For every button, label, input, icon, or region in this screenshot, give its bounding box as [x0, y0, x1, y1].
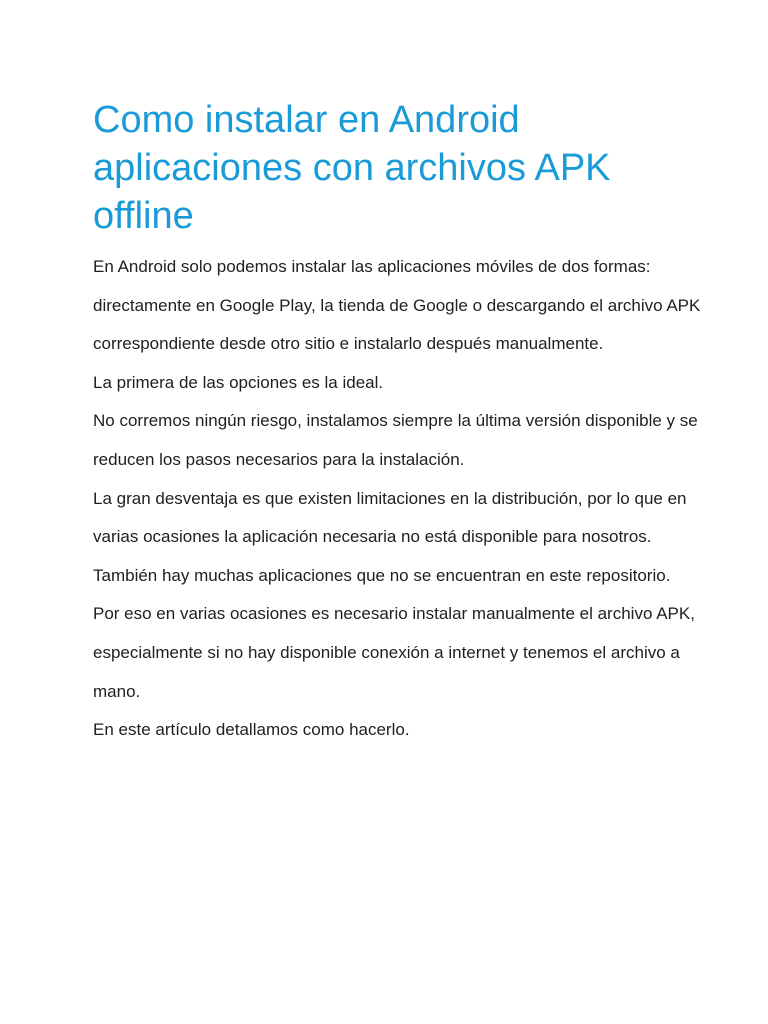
page-title: Como instalar en Android aplicaciones con archivos APK offline [93, 99, 611, 237]
paragraph-7: En este artículo detallamos como hacerlo. [93, 720, 410, 740]
paragraph-1: En Android solo podemos instalar las aplicaciones móviles de dos formas: directamente en Google Play, la tienda de Google o descargando el archivo APK correspondiente desde otro sitio e instalarlo después manualmente. [93, 257, 701, 354]
article-content [93, 96, 703, 750]
paragraph-3: No corremos ningún riesgo, instalamos siempre la última versión disponible y se reducen los pasos necesarios para la instalación. [93, 411, 698, 469]
paragraph-2: La primera de las opciones es la ideal. [93, 372, 384, 392]
article-body [93, 248, 703, 750]
paragraph-5: También hay muchas aplicaciones que no se encuentran en este repositorio. [93, 565, 671, 585]
paragraph-6: Por eso en varias ocasiones es necesario instalar manualmente el archivo APK, especialmente si no hay disponible conexión a internet y tenemos el archivo a mano. [93, 604, 695, 701]
paragraph-4: La gran desventaja es que existen limitaciones en la distribución, por lo que en varias ocasiones la aplicación necesaria no está disponible para nosotros. [93, 488, 687, 547]
